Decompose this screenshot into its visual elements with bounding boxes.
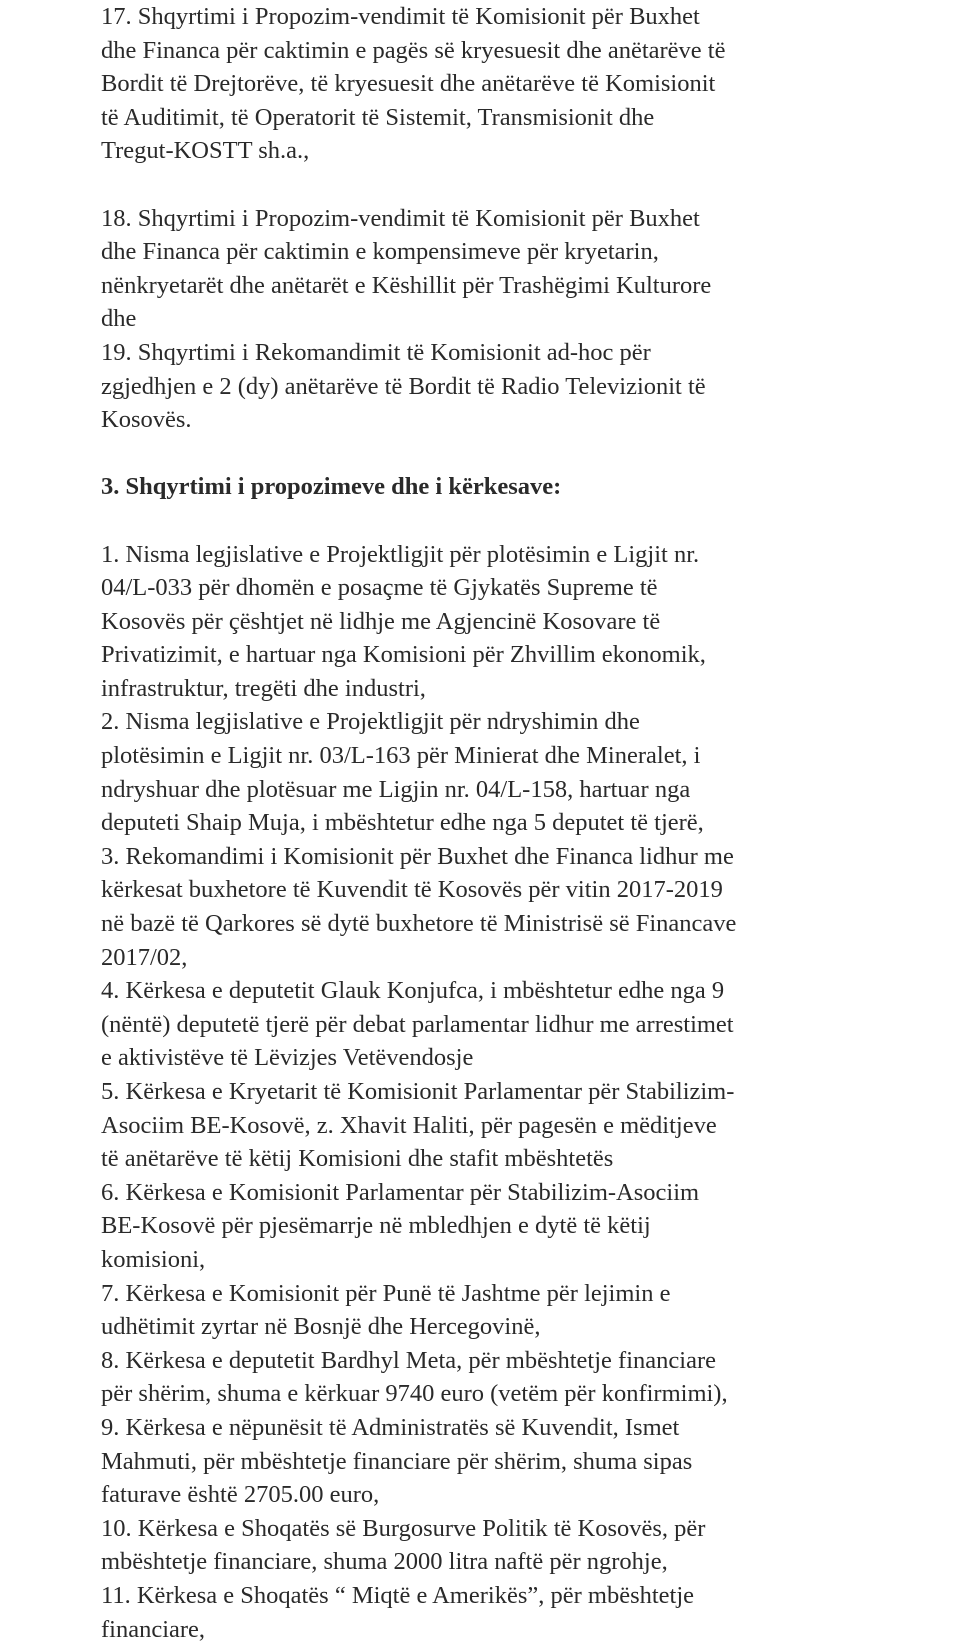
text-line: 18. Shqyrtimi i Propozim-vendimit të Komisionit për Buxhet [101, 202, 861, 236]
text-line: 6. Kërkesa e Komisionit Parlamentar për Stabilizim-Asociim [101, 1176, 861, 1210]
text-line: për shërim, shuma e kërkuar 9740 euro (vetëm për konfirmimi), [101, 1377, 861, 1411]
text-line: Asociim BE-Kosovë, z. Xhavit Haliti, për pagesën e mëditjeve [101, 1109, 861, 1143]
text-line: 8. Kërkesa e deputetit Bardhyl Meta, për mbështetje financiare [101, 1344, 861, 1378]
agenda-item-19 [101, 336, 861, 437]
text-line: dhe Financa për caktimin e pagës së kryesuesit dhe anëtarëve të [101, 34, 861, 68]
request-item-7 [101, 1277, 861, 1344]
text-line: infrastruktur, tregëti dhe industri, [101, 672, 861, 706]
text-line: Mahmuti, për mbështetje financiare për shërim, shuma sipas [101, 1445, 861, 1479]
text-line: 19. Shqyrtimi i Rekomandimit të Komisionit ad-hoc për [101, 336, 861, 370]
request-item-3 [101, 840, 861, 974]
text-line: deputeti Shaip Muja, i mbështetur edhe nga 5 deputet të tjerë, [101, 806, 861, 840]
request-item-4 [101, 974, 861, 1075]
request-item-8 [101, 1344, 861, 1411]
text-line: të anëtarëve të këtij Komisioni dhe stafit mbështetës [101, 1142, 861, 1176]
text-line: udhëtimit zyrtar në Bosnjë dhe Hercegovinë, [101, 1310, 861, 1344]
text-line: 11. Kërkesa e Shoqatës “ Miqtë e Amerikës”, për mbështetje [101, 1579, 861, 1613]
text-line: Privatizimit, e hartuar nga Komisioni për Zhvillim ekonomik, [101, 638, 861, 672]
text-line: komisioni, [101, 1243, 861, 1277]
request-item-11 [101, 1579, 861, 1646]
text-line: 5. Kërkesa e Kryetarit të Komisionit Parlamentar për Stabilizim- [101, 1075, 861, 1109]
request-item-2 [101, 705, 861, 839]
text-line: të Auditimit, të Operatorit të Sistemit, Transmisionit dhe [101, 101, 861, 135]
request-item-10 [101, 1512, 861, 1579]
text-line: 9. Kërkesa e nëpunësit të Administratës së Kuvendit, Ismet [101, 1411, 861, 1445]
text-line: 4. Kërkesa e deputetit Glauk Konjufca, i mbështetur edhe nga 9 [101, 974, 861, 1008]
text-line: ndryshuar dhe plotësuar me Ligjin nr. 04/L-158, hartuar nga [101, 773, 861, 807]
agenda-item-17 [101, 0, 861, 168]
document-text [101, 0, 861, 1646]
text-line: 10. Kërkesa e Shoqatës së Burgosurve Politik të Kosovës, për [101, 1512, 861, 1546]
text-line: kërkesat buxhetore të Kuvendit të Kosovës për vitin 2017-2019 [101, 873, 861, 907]
request-item-5 [101, 1075, 861, 1176]
request-item-9 [101, 1411, 861, 1512]
text-line: dhe Financa për caktimin e kompensimeve për kryetarin, [101, 235, 861, 269]
text-line: Tregut-KOSTT sh.a., [101, 134, 861, 168]
text-line: 2017/02, [101, 941, 861, 975]
text-line: në bazë të Qarkores së dytë buxhetore të Ministrisë së Financave [101, 907, 861, 941]
text-line: 1. Nisma legjislative e Projektligjit për plotësimin e Ligjit nr. [101, 538, 861, 572]
section-heading: 3. Shqyrtimi i propozimeve dhe i kërkesave: [101, 470, 861, 504]
text-line: nënkryetarët dhe anëtarët e Këshillit për Trashëgimi Kulturore [101, 269, 861, 303]
text-line: 17. Shqyrtimi i Propozim-vendimit të Komisionit për Buxhet [101, 0, 861, 34]
text-line: e aktivistëve të Lëvizjes Vetëvendosje [101, 1041, 861, 1075]
paragraph-gap [101, 437, 861, 471]
paragraph-gap [101, 504, 861, 538]
text-line: Bordit të Drejtorëve, të kryesuesit dhe anëtarëve të Komisionit [101, 67, 861, 101]
text-line: faturave është 2705.00 euro, [101, 1478, 861, 1512]
text-line: mbështetje financiare, shuma 2000 litra naftë për ngrohje, [101, 1545, 861, 1579]
paragraph-gap [101, 168, 861, 202]
text-line: Kosovës. [101, 403, 861, 437]
text-line: zgjedhjen e 2 (dy) anëtarëve të Bordit të Radio Televizionit të [101, 370, 861, 404]
text-line: (nëntë) deputetë tjerë për debat parlamentar lidhur me arrestimet [101, 1008, 861, 1042]
text-line: BE-Kosovë për pjesëmarrje në mbledhjen e dytë të këtij [101, 1209, 861, 1243]
text-line: plotësimin e Ligjit nr. 03/L-163 për Minierat dhe Mineralet, i [101, 739, 861, 773]
request-item-1 [101, 538, 861, 706]
agenda-item-18 [101, 202, 861, 336]
text-line: 04/L-033 për dhomën e posaçme të Gjykatës Supreme të [101, 571, 861, 605]
text-line: Kosovës për çështjet në lidhje me Agjencinë Kosovare të [101, 605, 861, 639]
request-item-6 [101, 1176, 861, 1277]
text-line: 2. Nisma legjislative e Projektligjit për ndryshimin dhe [101, 705, 861, 739]
text-line: dhe [101, 302, 861, 336]
text-line: 3. Rekomandimi i Komisionit për Buxhet dhe Financa lidhur me [101, 840, 861, 874]
text-line: 7. Kërkesa e Komisionit për Punë të Jashtme për lejimin e [101, 1277, 861, 1311]
text-line: financiare, [101, 1613, 861, 1646]
